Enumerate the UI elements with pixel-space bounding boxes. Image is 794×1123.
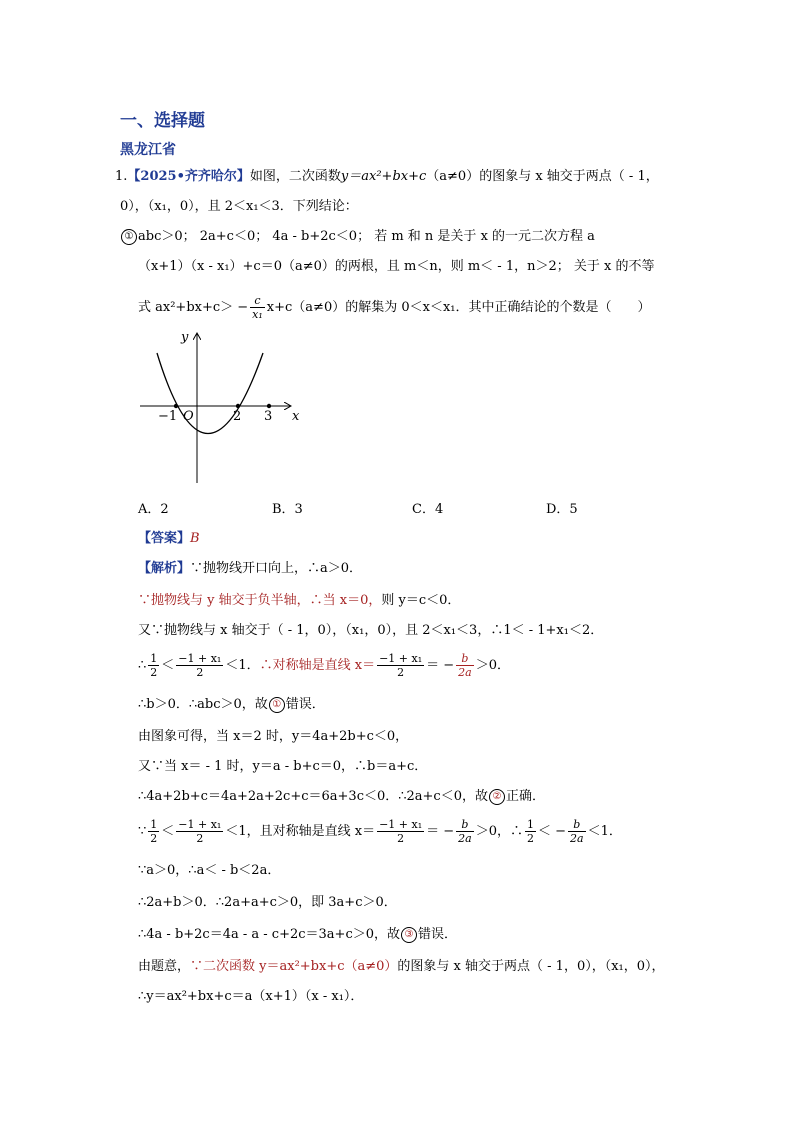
question-line-3: ① abc＞0； 2a+c＜0； 4a - b+2c＜0； 若 m 和 n 是关于 x 的一元二次方程 a — [120, 228, 680, 246]
x-axis-label: x — [292, 409, 300, 424]
analysis-line-4: ∴ $\frac{1}{2}$ ＜ $\frac{\text{−1 + x₁}}{2}$ ＜1．∴对称轴是直线 x＝ $\frac{\text{−1 + x₁}}{2}$ ＝ − $\frac{b}{2a}$ ＞0． — [138, 652, 511, 679]
analysis-line-3: 又∵抛物线与 x 轴交于（ - 1，0），（x₁，0），且 2＜x₁＜3，∴1＜ - 1+x₁＜2． — [138, 623, 604, 638]
origin-label: O — [183, 409, 194, 424]
analysis-line-1: 【解析】∵抛物线开口向上，∴a＞0． — [138, 561, 363, 576]
analysis-line-7: 又∵当 x＝ - 1 时，y＝a - b+c＝0，∴b＝a+c． — [138, 759, 428, 774]
analysis-line-13: 由题意，∵二次函数 y＝ax²+bx+c（a≠0）的图象与 x 轴交于两点（ - 1，0），（x₁，0）， — [138, 959, 665, 974]
y-axis-label: y — [181, 330, 189, 345]
analysis-line-2: ∵抛物线与 y 轴交于负半轴，∴当 x＝0，则 y＝c＜0． — [138, 593, 461, 608]
option-d: D．5 — [546, 502, 578, 517]
question-line-5: 式 ax²+bx+c＞ − $\frac{c}{\text{x₁}}$ x+c（a≠0）的解集为 0＜x＜x₁．其中正确结论的个数是（ ） — [138, 294, 651, 321]
analysis-line-5: ∴b＞0．∴abc＞0，故 ① 错误． — [138, 697, 325, 712]
option-b: B．3 — [272, 502, 303, 517]
tick-label-3: 3 — [264, 409, 273, 424]
question-line-4: （x+1）（x - x₁）+c＝0（a≠0）的两根，且 m＜n，则 m＜ - 1，n＞2； 关于 x 的不等 — [138, 259, 655, 274]
section-title: 一、选择题 — [120, 111, 205, 130]
tick-point-3 — [267, 404, 271, 408]
answer-line: 【答案】B — [138, 531, 200, 546]
analysis-line-6: 由图象可得，当 x＝2 时，y＝4a+2b+c＜0， — [138, 729, 409, 744]
analysis-line-12: ∴4a - b+2c＝4a - a - c+2c＝3a+c＞0，故 ③ 错误． — [138, 927, 458, 942]
analysis-line-11: ∴2a+b＞0．∴2a+a+c＞0，即 3a+c＞0． — [138, 895, 397, 910]
tick-point-2 — [236, 404, 240, 408]
option-a: A．2 — [138, 502, 169, 517]
province-heading: 黑龙江省 — [120, 141, 176, 157]
analysis-line-10: ∵a＞0，∴a＜ - b＜2a． — [138, 863, 281, 878]
option-c: C．4 — [412, 502, 444, 517]
question-source: 【2025•齐齐哈尔】 — [127, 169, 250, 184]
analysis-line-8: ∴4a+2b+c＝4a+2a+2c+c＝6a+3c＜0．∴2a+c＜0，故 ② 正确． — [138, 789, 545, 804]
question-line-1: 1.【2025•齐齐哈尔】如图，二次函数y＝ax²+bx+c（a≠0）的图象与 x 轴交于两点（ - 1， — [115, 169, 659, 184]
root-point-neg1 — [174, 404, 178, 408]
analysis-line-14: ∴y＝ax²+bx+c＝a（x+1）（x - x₁）． — [138, 989, 364, 1004]
analysis-line-9: ∵ $\frac{1}{2}$ ＜ $\frac{\text{−1 + x₁}}{2}$ ＜1，且对称轴是直线 x＝ $\frac{\text{−1 + x₁}}{2}$ ＝ − $\frac{b}{2a}$ ＞0，∴ $\frac{1}{2}$ ＜ − $\frac{b}{2a}$ ＜1． — [138, 818, 622, 845]
tick-label-2: 2 — [233, 409, 242, 424]
question-line-2: 0），（x₁，0），且 2＜x₁＜3．下列结论： — [120, 199, 358, 214]
tick-label-neg1: −1 — [158, 409, 178, 424]
parabola-graph — [140, 328, 310, 488]
quadratic-formula: y＝ax²+bx+c — [340, 169, 427, 184]
answer-value: B — [190, 531, 200, 546]
question-number: 1. — [115, 169, 128, 184]
